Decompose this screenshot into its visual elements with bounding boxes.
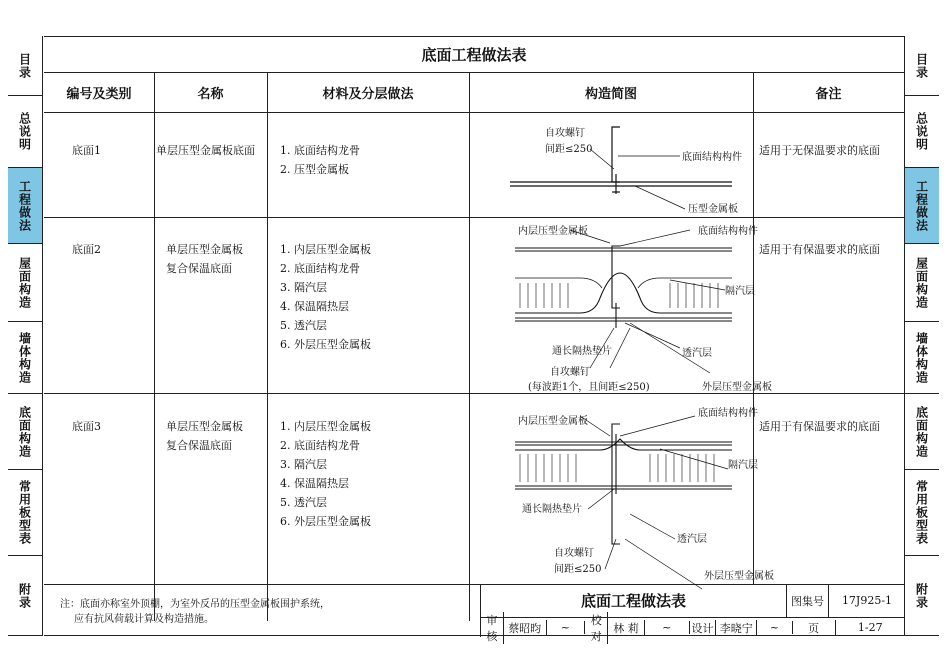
row2-layers: 1. 内层压型金属板 2. 底面结构龙骨 3. 隔汽层 4. 保温隔热层 5. 透汽层 6. 外层压型金属板 [280,243,371,351]
side-tab-2[interactable] [8,168,42,244]
d2-outer-label: 外层压型金属板 [702,382,772,393]
d2-inner-label: 内层压型金属板 [518,226,588,237]
insulation-waves-3 [520,454,714,482]
side-tab-label: 常用板型表 [914,480,929,545]
diagram-3 [470,394,774,584]
side-tab-label: 墙体构造 [914,331,929,384]
side-tab-3[interactable] [8,244,42,322]
left-side-nav [8,36,43,636]
d2-struct-label: 底面结构构件 [698,226,758,237]
side-tab-6[interactable] [8,470,42,556]
header-name: 名称 [154,73,267,113]
side-tab-label: 工程做法 [17,179,32,232]
side-tab-label: 底面构造 [914,405,929,458]
d3-outer-label: 外层压型金属板 [704,571,774,582]
side-tab-7[interactable] [905,556,939,636]
row3-name: 单层压型金属板 复合保温底面 [166,420,243,452]
tb-title: 底面工程做法表 [481,584,787,618]
side-tab-label: 墙体构造 [17,331,32,384]
d3-spacing-label: 间距≤250 [554,564,602,575]
d1-panel-label: 压型金属板 [688,204,738,215]
side-tab-0[interactable] [905,36,939,96]
side-tab-7[interactable] [8,556,42,636]
d2-pad-label: 通长隔热垫片 [552,346,612,357]
row1-id: 底面1 [72,144,101,157]
side-tab-1[interactable] [8,96,42,168]
header-id: 编号及类别 [44,73,154,113]
side-tab-label: 总说明 [17,112,32,151]
row2-id: 底面2 [72,243,101,256]
d2-screw-label: 自攻螺钉 [550,367,590,378]
row1-note: 适用于无保温要求的底面 [759,144,880,157]
d1-struct-label: 底面结构构件 [682,152,742,163]
side-tab-2[interactable] [905,168,939,244]
d3-struct-label: 底面结构构件 [698,408,758,419]
side-tab-5[interactable] [8,394,42,470]
side-tab-label: 屋面构造 [914,256,929,309]
side-tab-label: 总说明 [914,112,929,151]
header-diagram: 构造简图 [469,73,753,113]
side-tab-5[interactable] [905,394,939,470]
side-tab-label: 屋面构造 [17,256,32,309]
d1-screw-label: 自攻螺钉 [545,128,585,139]
tb-atlas-no: 17J925-1 [829,584,905,618]
row1-layers: 1. 底面结构龙骨 2. 压型金属板 [280,144,360,176]
d2-vapor-label: 隔汽层 [725,286,755,297]
c-purlin-1 [612,127,620,182]
diagram-1 [470,114,753,216]
page-title: 底面工程做法表 [44,37,904,73]
diagram-2 [470,218,772,393]
d2-breath-label: 透汽层 [682,348,712,359]
d3-screw-label: 自攻螺钉 [554,548,594,559]
side-tab-4[interactable] [905,322,939,394]
side-tab-label: 底面构造 [17,405,32,458]
footnote: 注：底面亦称室外顶棚，为室外反吊的压型金属板围护系统， 应有抗风荷载计算及构造措施。 [60,599,330,625]
d2-screw-note: (每波距1个，且间距≤250) [528,382,650,393]
row2-note: 适用于有保温要求的底面 [759,243,880,256]
side-tab-3[interactable] [905,244,939,322]
d3-vapor-label: 隔汽层 [728,460,758,471]
d1-spacing-label: 间距≤250 [545,144,593,155]
d3-inner-label: 内层压型金属板 [518,416,588,427]
side-tab-label: 常用板型表 [17,480,32,545]
tb-signatures: 审核 蔡昭昀 ~ 校对 林 莉 ~ 设计 李晓宁 ~ 页 1-27 [481,618,905,637]
title-block [480,584,904,643]
side-tab-label: 目录 [17,52,32,79]
drawing-frame [44,36,904,643]
d3-breath-label: 透汽层 [677,534,707,545]
side-tab-1[interactable] [905,96,939,168]
side-tab-label: 工程做法 [914,179,929,232]
d3-pad-label: 通长隔热垫片 [522,504,582,515]
side-tab-4[interactable] [8,322,42,394]
insulation-waves [520,283,718,308]
side-tab-0[interactable] [8,36,42,96]
right-side-nav [904,36,939,636]
row1-name: 单层压型金属板底面 [156,144,255,157]
side-tab-label: 目录 [914,52,929,79]
row3-id: 底面3 [72,420,101,433]
header-note: 备注 [753,73,904,113]
row2-name: 单层压型金属板 复合保温底面 [166,243,243,275]
header-layers: 材料及分层做法 [267,73,469,113]
row3-layers: 1. 内层压型金属板 2. 底面结构龙骨 3. 隔汽层 4. 保温隔热层 5. 透汽层 6. 外层压型金属板 [280,420,371,528]
side-tab-6[interactable] [905,470,939,556]
side-tab-label: 附录 [17,582,32,609]
side-tab-label: 附录 [914,582,929,609]
tb-atlas-label: 图集号 [787,584,829,618]
row3-note: 适用于有保温要求的底面 [759,420,880,433]
